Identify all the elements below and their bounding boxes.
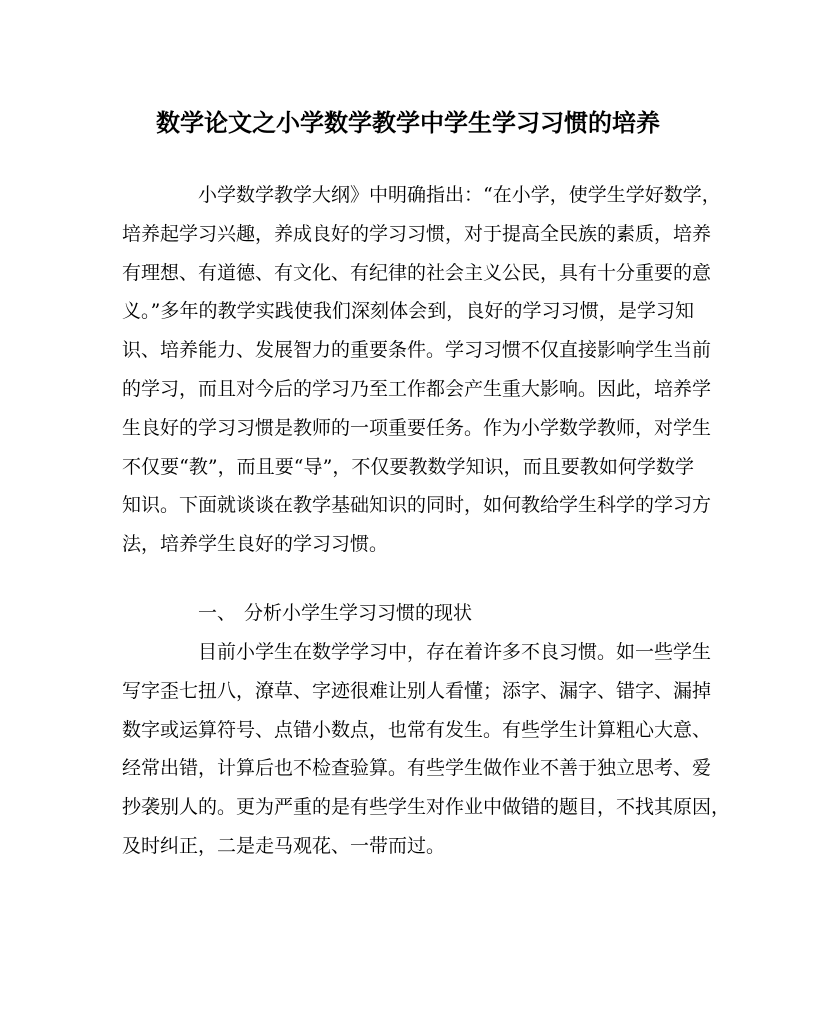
paragraph-line: 及时纠正，二是走马观花、一带而过。 xyxy=(122,834,446,857)
paragraph-line: 知识。下面就谈谈在教学基础知识的同时，如何教给学生科学的学习方 xyxy=(122,494,712,517)
paragraph-line: 义。”多年的教学实践使我们深刻体会到，良好的学习习惯，是学习知 xyxy=(122,300,694,323)
paragraph-line: 写字歪七扭八，潦草、字迹很难让别人看懂；添字、漏字、错字、漏掉 xyxy=(122,679,712,702)
section-heading xyxy=(122,594,694,633)
paragraph-line: 法，培养学生良好的学习习惯。 xyxy=(122,533,389,556)
paragraph-line: 数字或运算符号、点错小数点，也常有发生。有些学生计算粗心大意、 xyxy=(122,718,712,741)
paragraph-line: 小学数学教学大纲》中明确指出：“在小学，使学生学好数学， xyxy=(198,184,721,206)
paragraph-line: 目前小学生在数学学习中，存在着许多不良习惯。如一些学生 xyxy=(198,641,712,663)
paragraph-line: 识、培养能力、发展智力的重要条件。学习习惯不仅直接影响学生当前 xyxy=(122,339,712,362)
paragraph-line: 有理想、有道德、有文化、有纪律的社会主义公民，具有十分重要的意 xyxy=(122,261,712,284)
paragraph-line: 抄袭别人的。更为严重的是有些学生对作业中做错的题目，不找其原因， xyxy=(122,796,731,819)
paragraph-line: 的学习，而且对今后的学习乃至工作都会产生重大影响。因此，培养学 xyxy=(122,377,712,400)
section-heading-text: 分析小学生学习习惯的现状 xyxy=(244,602,473,624)
status-paragraph xyxy=(122,633,731,866)
paragraph-line: 培养起学习兴趣，养成良好的学习习惯，对于提高全民族的素质，培养 xyxy=(122,222,712,245)
paragraph-line: 经常出错，计算后也不检查验算。有些学生做作业不善于独立思考、爱 xyxy=(122,757,712,780)
intro-paragraph xyxy=(122,176,721,564)
document-title: 数学论文之小学数学教学中学生学习习惯的培养 xyxy=(156,108,660,137)
paragraph-line: 生良好的学习习惯是教师的一项重要任务。作为小学数学教师，对学生 xyxy=(122,416,712,439)
section-heading-number: 一、 xyxy=(198,602,237,624)
paragraph-line: 不仅要“教”，而且要“导”，不仅要教数学知识，而且要教如何学数学 xyxy=(122,455,694,478)
